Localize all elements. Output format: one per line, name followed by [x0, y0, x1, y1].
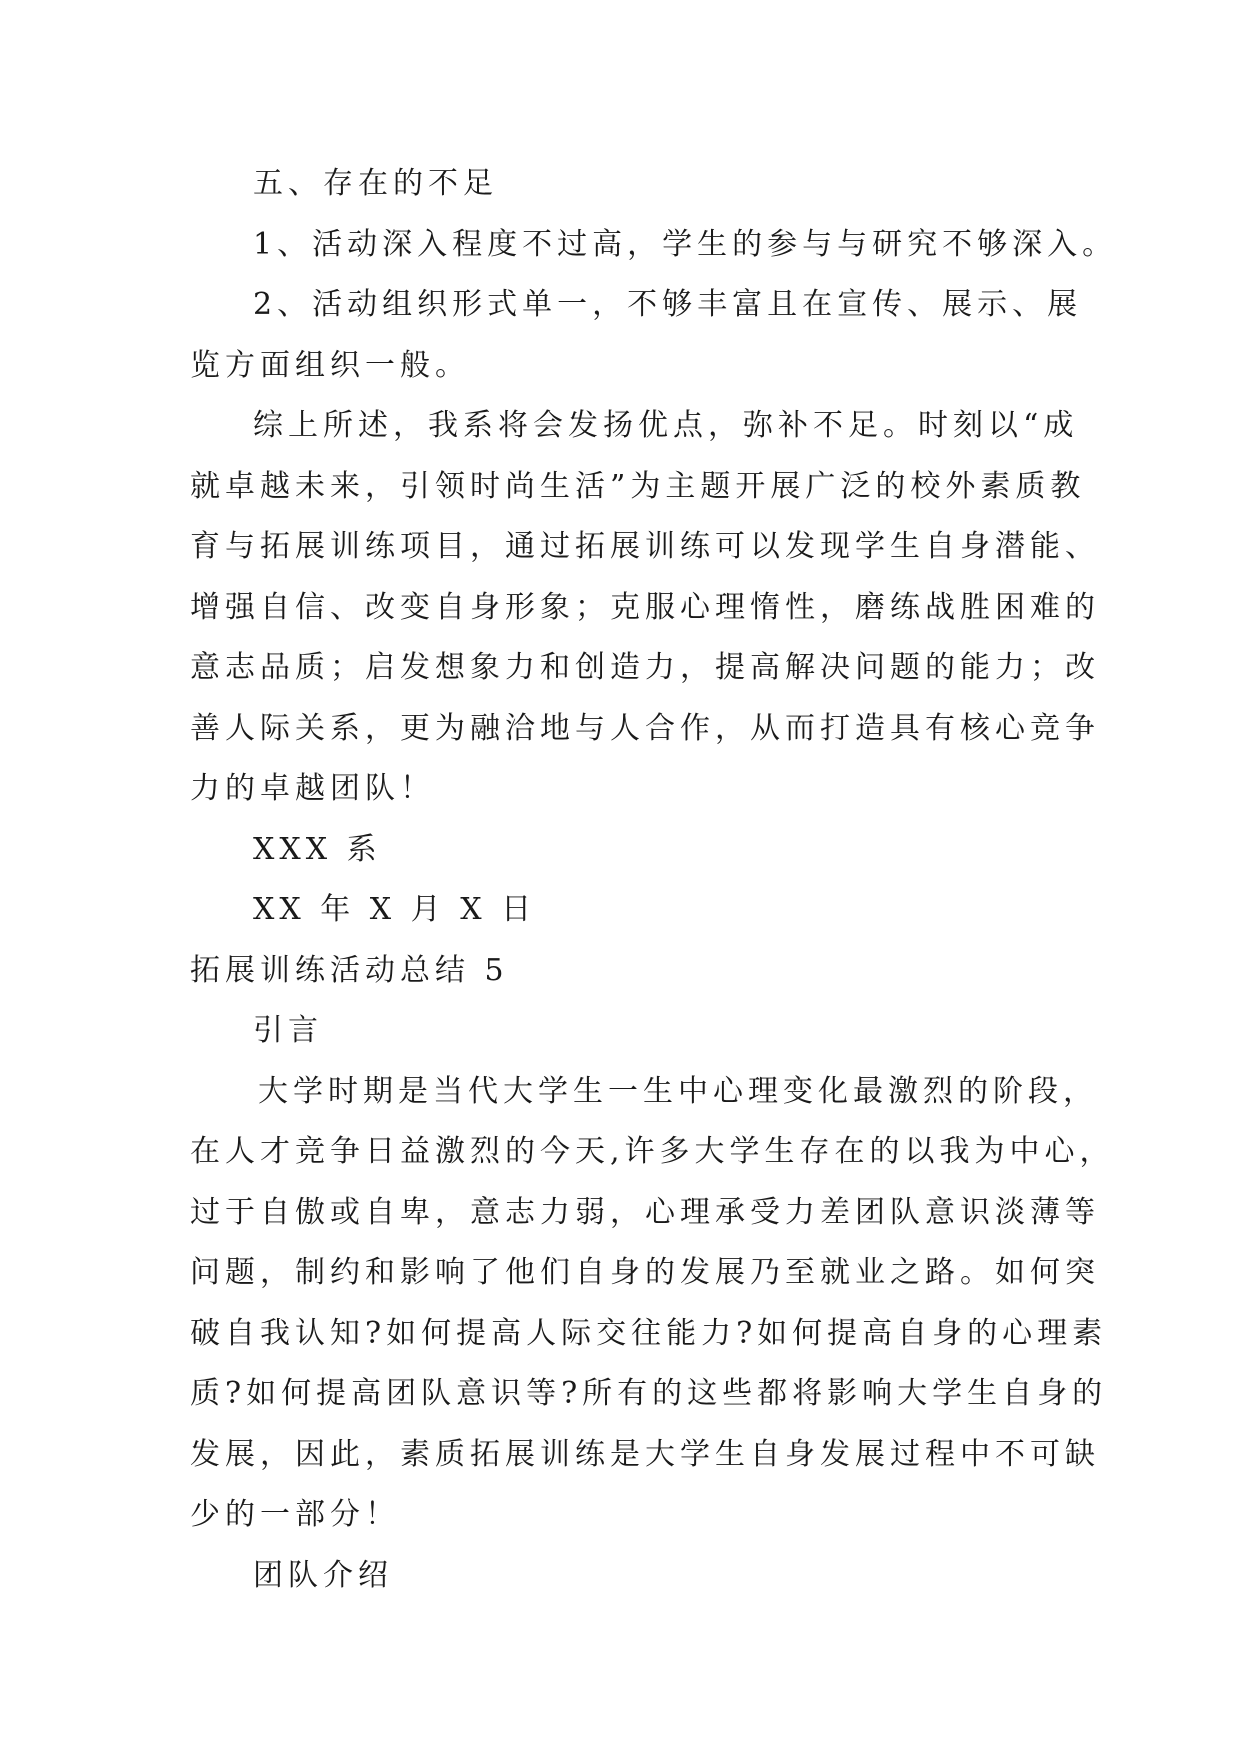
paragraph-line: 质?如何提高团队意识等?所有的这些都将影响大学生自身的 — [190, 1376, 1108, 1411]
paragraph-line: 1、活动深入程度不过高，学生的参与与研究不够深入。 — [253, 226, 1118, 262]
paragraph-line: 问题，制约和影响了他们自身的发展乃至就业之路。如何突 — [190, 1255, 1100, 1290]
section-heading-shortcomings: 五、存在的不足 — [253, 166, 498, 201]
paragraph-line: 览方面组织一般。 — [190, 347, 470, 383]
paragraph-line: 意志品质；启发想象力和创造力，提高解决问题的能力；改 — [190, 650, 1100, 685]
paragraph-line: 增强自信、改变自身形象；克服心理惰性，磨练战胜困难的 — [190, 589, 1100, 625]
paragraph-line: 破自我认知?如何提高人际交往能力?如何提高自身的心理素 — [190, 1315, 1108, 1351]
paragraph-line: 育与拓展训练项目，通过拓展训练可以发现学生自身潜能、 — [190, 529, 1100, 564]
document-section-title: 拓展训练活动总结 5 — [190, 952, 509, 988]
paragraph-line: 善人际关系，更为融洽地与人合作，从而打造具有核心竞争 — [190, 710, 1100, 746]
paragraph-line: 少的一部分！ — [190, 1497, 400, 1532]
paragraph-line: 力的卓越团队！ — [190, 771, 435, 806]
paragraph-line: 发展，因此，素质拓展训练是大学生自身发展过程中不可缺 — [190, 1436, 1100, 1472]
document-page — [190, 154, 1118, 1606]
paragraph-line: 2、活动组织形式单一，不够丰富且在宣传、展示、展 — [253, 287, 1083, 322]
signature-department: XXX 系 — [253, 831, 382, 867]
section-heading-team: 团队介绍 — [253, 1557, 393, 1593]
paragraph-line: 大学时期是当代大学生一生中心理变化最激烈的阶段， — [258, 1073, 1098, 1109]
signature-date: XX 年 X 月 X 日 — [253, 892, 537, 927]
paragraph-line: 综上所述，我系将会发扬优点，弥补不足。时刻以“成 — [253, 408, 1079, 443]
paragraph-line: 就卓越未来，引领时尚生活”为主题开展广泛的校外素质教 — [190, 468, 1086, 504]
paragraph-line: 在人才竞争日益激烈的今天,许多大学生存在的以我为中心， — [190, 1134, 1115, 1169]
paragraph-line: 过于自傲或自卑，意志力弱，心理承受力差团队意识淡薄等 — [190, 1194, 1100, 1230]
section-heading-introduction: 引言 — [253, 1013, 323, 1048]
